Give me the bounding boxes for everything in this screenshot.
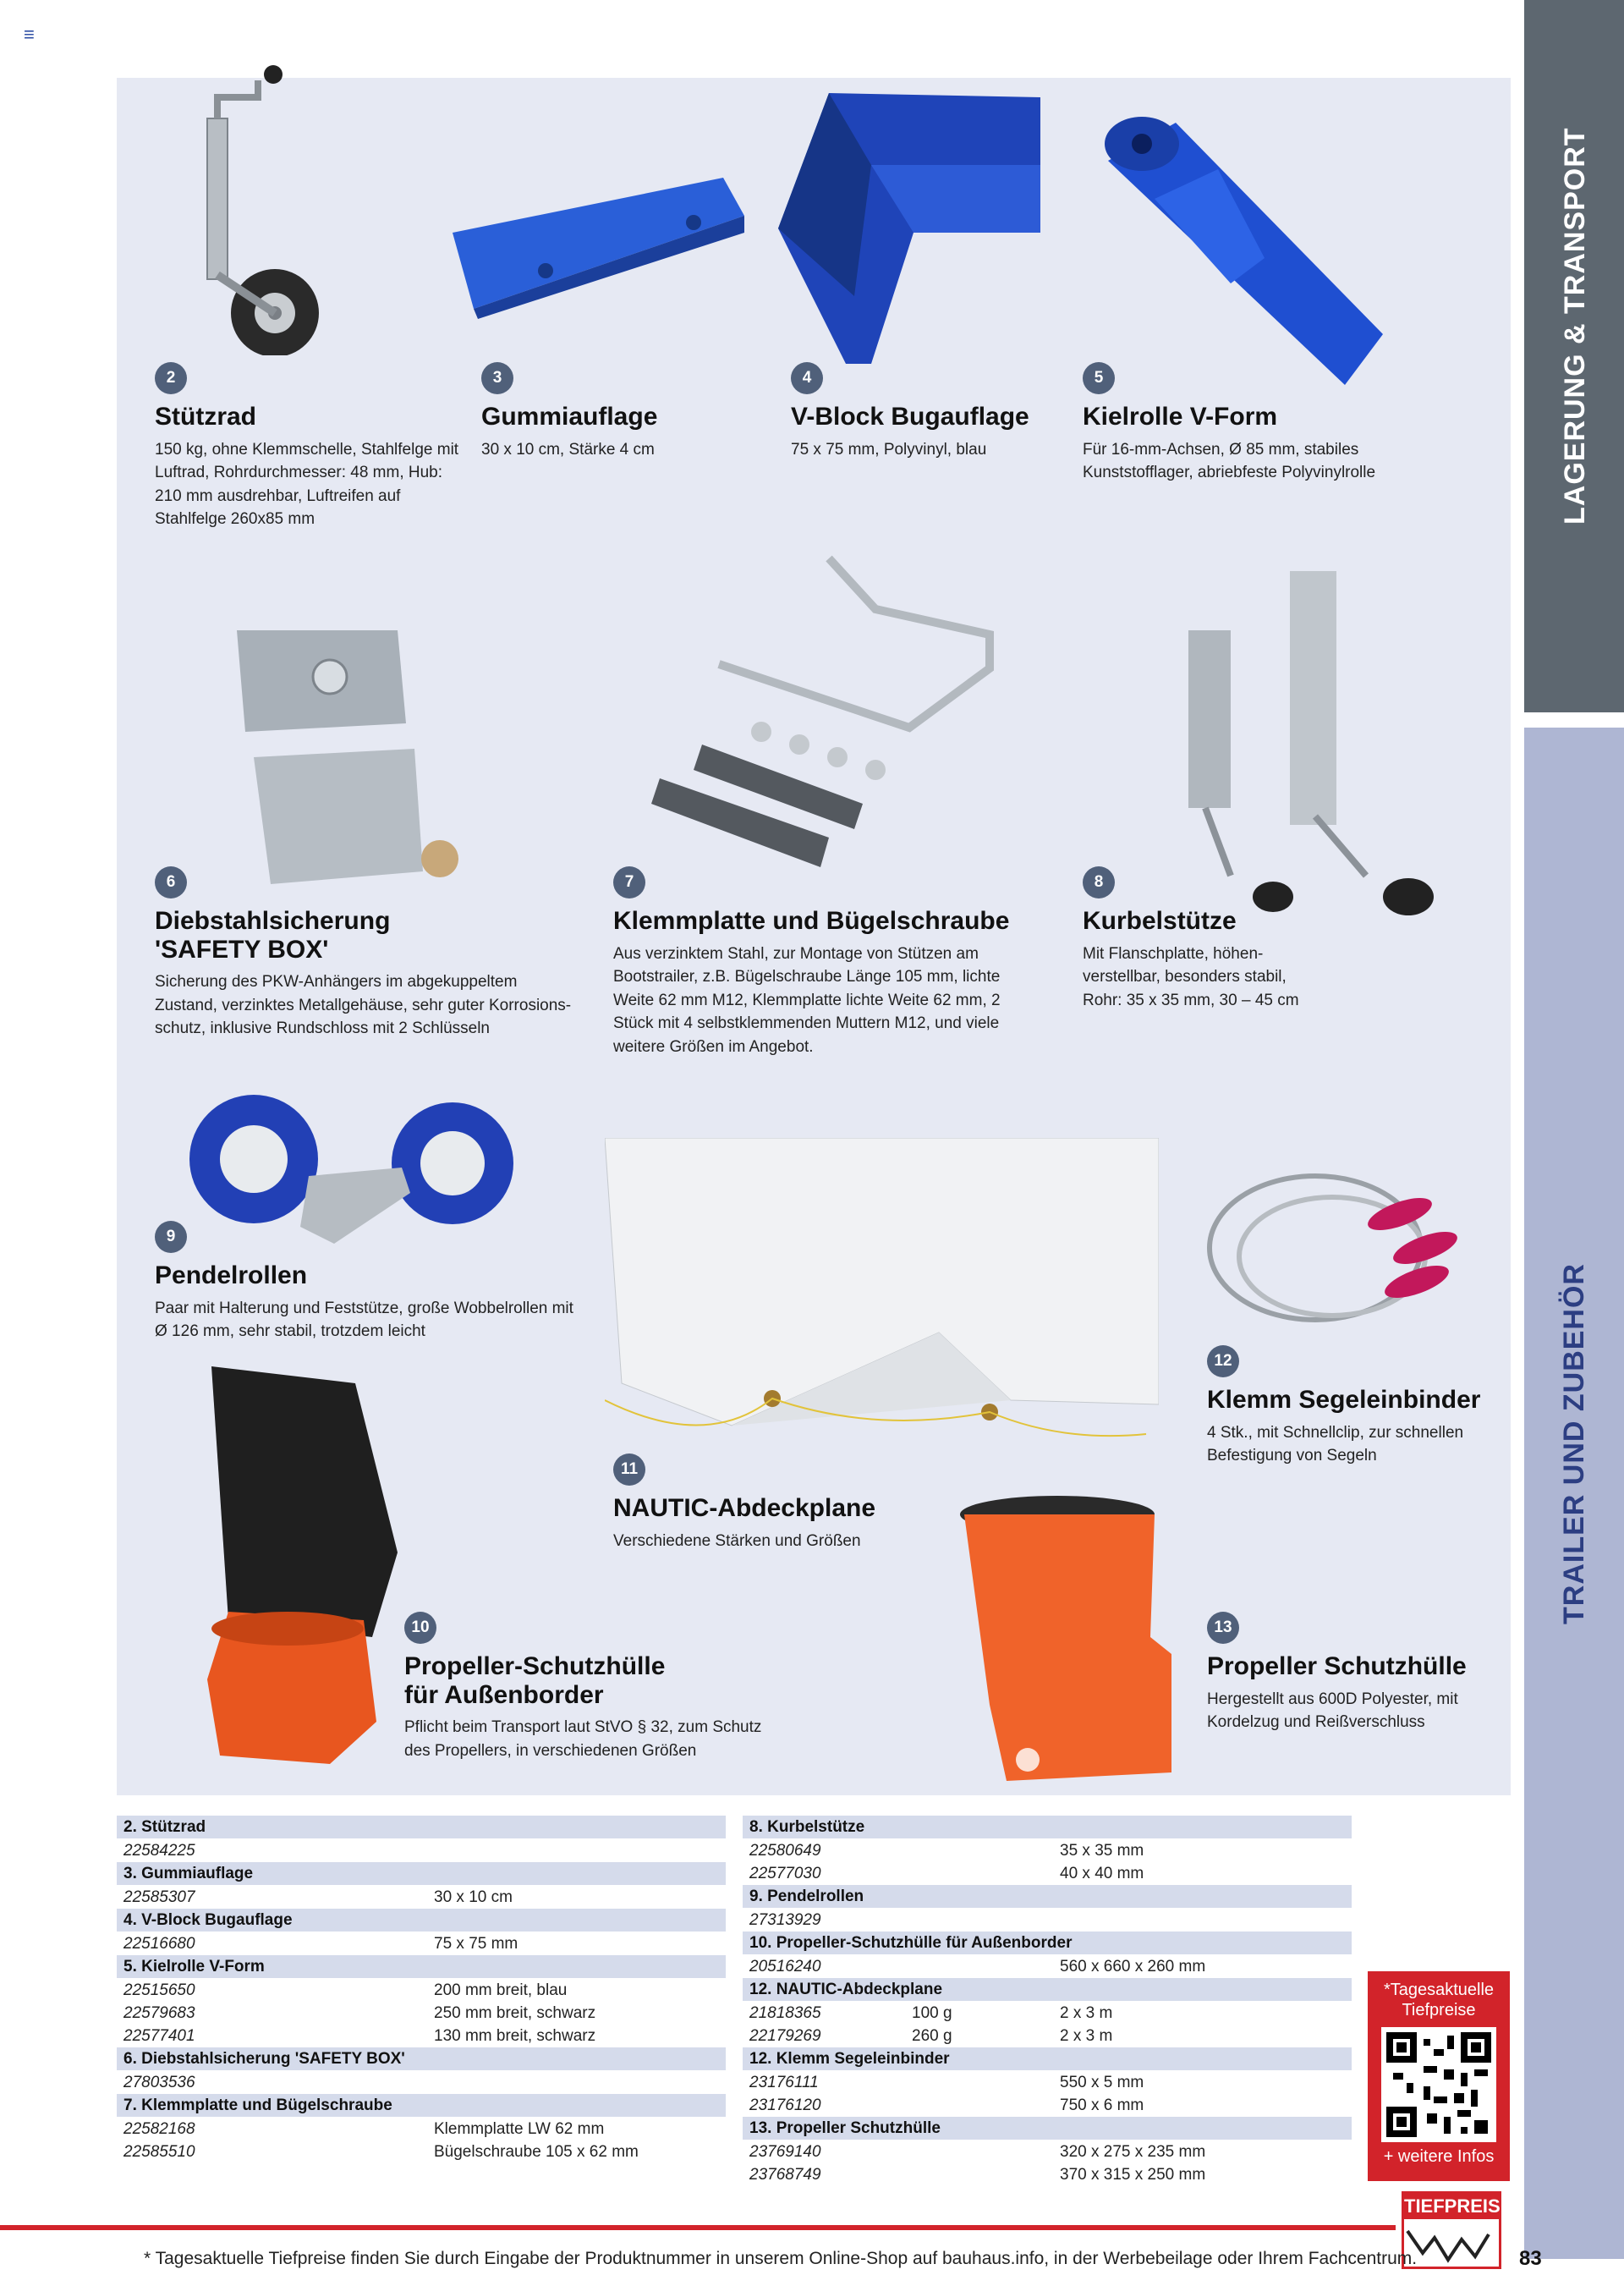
propeller-schutzhuelle-image: [956, 1493, 1184, 1789]
product-6: [155, 866, 578, 1041]
product-8: [1083, 866, 1303, 1012]
sidebar-label-lagerung: LAGERUNG & TRANSPORT: [1559, 127, 1591, 525]
product-number-badge: 7: [613, 866, 645, 898]
product-12: [1207, 1345, 1495, 1468]
kielrolle-image: [1104, 114, 1396, 398]
product-title: Kielrolle V-Form: [1083, 403, 1278, 431]
article-number[interactable]: 22580649: [749, 1842, 821, 1860]
article-variant: 250 mm breit, schwarz: [434, 2004, 596, 2022]
product-title: Propeller Schutzhülle: [1207, 1652, 1467, 1680]
page-number: 83: [1519, 2247, 1542, 2270]
article-number[interactable]: 21818365: [749, 2004, 821, 2022]
table-section-header: 10. Propeller-Schutzhülle für Außenborder: [743, 1932, 1352, 1954]
product-4: [791, 362, 1070, 461]
table-row: [117, 2071, 726, 2094]
table-row: [117, 2002, 726, 2025]
product-title: V-Block Bugauflage: [791, 403, 1029, 431]
article-number[interactable]: 27803536: [123, 2074, 195, 2091]
product-description: Für 16-mm-Achsen, Ø 85 mm, stabiles Kunststofflager, abriebfeste Polyvinylrolle: [1083, 440, 1376, 482]
nautic-plane-image: [605, 1138, 1159, 1451]
product-number-badge: 3: [481, 362, 513, 394]
stuetzrad-image: [169, 63, 389, 355]
product-description: Aus verzinktem Stahl, zur Montage von Stützen am Bootstrailer, z.B. Bügelschraube Länge 105 mm, lichte Weite 62 mm M12, Klemmplatte lichte Weite 62 mm, 2 Stück mit 4 selbstklemmenden Muttern M12, und viele weitere Größen im Angebot.: [613, 944, 1001, 1056]
product-9: [155, 1221, 578, 1344]
product-title: Klemmplatte und Bügelschraube: [613, 907, 1010, 935]
table-section-header: 12. Klemm Segeleinbinder: [743, 2047, 1352, 2070]
article-size: 2 x 3 m: [1060, 2004, 1113, 2022]
article-number[interactable]: 22515650: [123, 1981, 195, 1999]
product-title: NAUTIC-Abdeckplane: [613, 1494, 876, 1522]
footnote: * Tagesaktuelle Tiefpreise finden Sie durch Eingabe der Produktnummer in unserem Online-Shop auf bauhaus.info, in der Werbebeilage oder Ihrem Fachcentrum.: [144, 2249, 1418, 2268]
menu-icon[interactable]: ≡: [24, 24, 35, 45]
table-row: [743, 2025, 1352, 2047]
product-number-badge: 6: [155, 866, 187, 898]
article-number[interactable]: 22577401: [123, 2027, 195, 2045]
article-number[interactable]: 22584225: [123, 1842, 195, 1860]
product-2: [155, 362, 459, 531]
qr-code-icon[interactable]: [1381, 2027, 1496, 2142]
product-11: [613, 1453, 952, 1552]
article-number[interactable]: 23769140: [749, 2143, 821, 2161]
table-row: [117, 1839, 726, 1862]
table-section-header: 2. Stützrad: [117, 1816, 726, 1838]
table-section-header: 7. Klemmplatte und Bügelschraube: [117, 2094, 726, 2117]
product-13: [1207, 1612, 1495, 1734]
product-title: Klemm Segeleinbinder: [1207, 1386, 1481, 1414]
article-size: 750 x 6 mm: [1060, 2096, 1144, 2114]
product-title: Stützrad: [155, 403, 256, 431]
product-title: Kurbelstütze: [1083, 907, 1237, 935]
product-description: 30 x 10 cm, Stärke 4 cm: [481, 440, 655, 459]
article-number[interactable]: 22582168: [123, 2120, 195, 2138]
product-description: Pflicht beim Transport laut StVO § 32, zum Schutz des Propellers, in verschiedenen Größen: [404, 1718, 762, 1760]
sidebar-label-trailer: TRAILER UND ZUBEHÖR: [1558, 1263, 1590, 1624]
article-number[interactable]: 23176111: [749, 2074, 819, 2091]
product-description: 75 x 75 mm, Polyvinyl, blau: [791, 440, 987, 459]
product-10: [404, 1612, 776, 1762]
article-number[interactable]: 22179269: [749, 2027, 821, 2045]
table-row: [117, 2140, 726, 2163]
article-variant: 75 x 75 mm: [434, 1935, 518, 1953]
v-block-image: [761, 85, 1049, 368]
article-size: 2 x 3 m: [1060, 2027, 1113, 2045]
qr-caption: *Tagesaktuelle Tiefpreise: [1383, 1981, 1495, 2019]
product-description: 150 kg, ohne Klemmschelle, Stahlfelge mit Luftrad, Rohrdurchmesser: 48 mm, Hub: 210 mm ausdrehbar, Luftreifen auf Stahlfelge 260x85 mm: [155, 440, 459, 529]
product-description: Hergestellt aus 600D Polyester, mit Kordelzug und Reißverschluss: [1207, 1690, 1458, 1732]
table-row: [743, 2071, 1352, 2094]
product-3: [481, 362, 752, 461]
article-number[interactable]: 23768749: [749, 2166, 821, 2184]
product-number-badge: 4: [791, 362, 823, 394]
article-size: 35 x 35 mm: [1060, 1842, 1144, 1860]
product-title: Gummiauflage: [481, 403, 658, 431]
article-number[interactable]: 22577030: [749, 1865, 821, 1882]
article-table-left: [117, 1816, 726, 2163]
article-variant: 260 g: [912, 2027, 952, 2045]
table-row: [117, 1979, 726, 2002]
article-number[interactable]: 22516680: [123, 1935, 195, 1953]
table-row: [117, 2025, 726, 2047]
table-row: [743, 2163, 1352, 2186]
klemmplatte-image: [651, 550, 1007, 871]
table-section-header: 5. Kielrolle V-Form: [117, 1955, 726, 1978]
product-number-badge: 5: [1083, 362, 1115, 394]
table-row: [743, 2140, 1352, 2163]
article-number[interactable]: 22585307: [123, 1888, 195, 1906]
product-number-badge: 9: [155, 1221, 187, 1253]
product-7: [613, 866, 1011, 1058]
product-description: Verschiedene Stärken und Größen: [613, 1531, 861, 1550]
tiefpreis-label: TIEFPREIS: [1404, 2194, 1499, 2219]
product-description: Sicherung des PKW-Anhängers im abgekuppeltem Zustand, verzinktes Metallgehäuse, sehr guter Korrosions-schutz, inklusive Rundschloss mit 2 Schlüsseln: [155, 973, 572, 1038]
product-number-badge: 12: [1207, 1345, 1239, 1377]
article-number[interactable]: 22585510: [123, 2143, 195, 2161]
article-table-right: [743, 1816, 1352, 2186]
article-number[interactable]: 27313929: [749, 1911, 821, 1929]
table-row: [743, 1839, 1352, 1862]
table-row: [117, 1932, 726, 1955]
table-section-header: 4. V-Block Bugauflage: [117, 1909, 726, 1932]
table-section-header: 13. Propeller Schutzhülle: [743, 2117, 1352, 2140]
gummiauflage-image: [444, 173, 749, 321]
article-size: 560 x 660 x 260 mm: [1060, 1958, 1206, 1976]
article-number[interactable]: 22579683: [123, 2004, 195, 2022]
table-row: [743, 1862, 1352, 1885]
table-row: [743, 1909, 1352, 1932]
article-variant: Klemmplatte LW 62 mm: [434, 2120, 605, 2138]
table-section-header: 6. Diebstahlsicherung 'SAFETY BOX': [117, 2047, 726, 2070]
table-section-header: 12. NAUTIC-Abdeckplane: [743, 1978, 1352, 2001]
article-variant: Bügelschraube 105 x 62 mm: [434, 2143, 639, 2161]
table-row: [743, 2094, 1352, 2117]
product-description: Mit Flanschplatte, höhen-verstellbar, besonders stabil, Rohr: 35 x 35 mm, 30 – 45 cm: [1083, 944, 1299, 1009]
product-number-badge: 2: [155, 362, 187, 394]
product-title: Pendelrollen: [155, 1261, 308, 1289]
product-number-badge: 13: [1207, 1612, 1239, 1644]
table-row: [117, 1886, 726, 1909]
table-section-header: 3. Gummiauflage: [117, 1862, 726, 1885]
article-variant: 30 x 10 cm: [434, 1888, 513, 1906]
product-number-badge: 10: [404, 1612, 436, 1644]
product-number-badge: 11: [613, 1453, 645, 1486]
article-number[interactable]: 23176120: [749, 2096, 821, 2114]
article-number[interactable]: 20516240: [749, 1958, 821, 1976]
tiefpreis-graph-icon: [1404, 2219, 1499, 2267]
safety-box-image: [228, 613, 491, 905]
table-row: [743, 2002, 1352, 2025]
qr-info-box[interactable]: [1368, 1971, 1510, 2181]
product-5: [1083, 362, 1413, 485]
table-section-header: 9. Pendelrollen: [743, 1885, 1352, 1908]
article-variant: 100 g: [912, 2004, 952, 2022]
more-info-link[interactable]: + weitere Infos: [1383, 2147, 1495, 2166]
product-title: Diebstahlsicherung 'SAFETY BOX': [155, 907, 391, 964]
article-size: 370 x 315 x 250 mm: [1060, 2166, 1206, 2184]
product-description: 4 Stk., mit Schnellclip, zur schnellen Befestigung von Segeln: [1207, 1423, 1464, 1465]
article-size: 40 x 40 mm: [1060, 1865, 1144, 1882]
product-number-badge: 8: [1083, 866, 1115, 898]
table-row: [117, 2118, 726, 2140]
article-variant: 130 mm breit, schwarz: [434, 2027, 596, 2045]
article-size: 320 x 275 x 235 mm: [1060, 2143, 1206, 2161]
article-variant: 200 mm breit, blau: [434, 1981, 568, 1999]
footer-red-rule: [0, 2225, 1396, 2230]
product-title: Propeller-Schutzhülle für Außenborder: [404, 1652, 666, 1709]
article-size: 550 x 5 mm: [1060, 2074, 1144, 2091]
segeleinbinder-image: [1205, 1155, 1497, 1337]
product-description: Paar mit Halterung und Feststütze, große Wobbelrollen mit Ø 126 mm, sehr stabil, trotzdem leicht: [155, 1299, 573, 1341]
table-section-header: 8. Kurbelstütze: [743, 1816, 1352, 1838]
table-row: [743, 1955, 1352, 1978]
